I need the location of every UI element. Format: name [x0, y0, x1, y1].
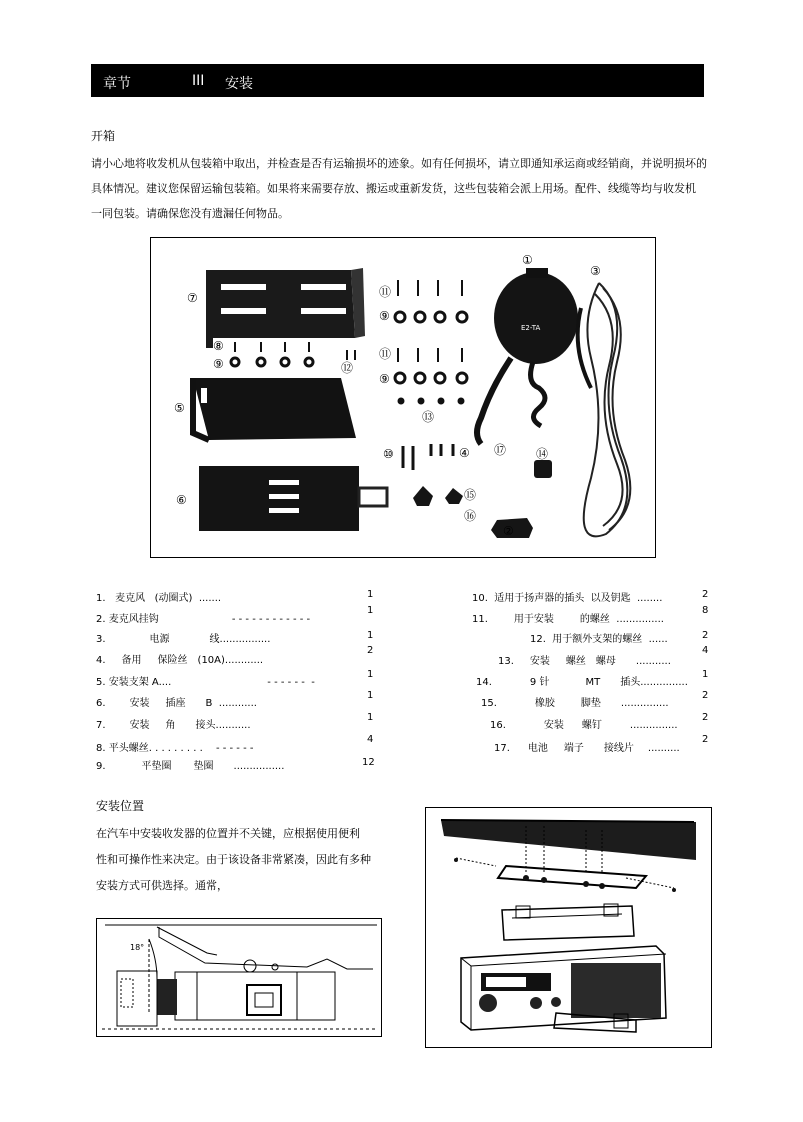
label-12: ⑫ [341, 361, 354, 375]
chapter-header-bar [91, 64, 704, 97]
label-1: ① [522, 253, 533, 267]
part-qty: 1 [702, 669, 709, 680]
part-qty: 2 [702, 630, 709, 641]
part-qty: 12 [362, 757, 375, 768]
chapter-title: 安装 [225, 76, 253, 92]
label-3: ③ [590, 264, 601, 278]
angle-label: 18° [130, 943, 145, 952]
part-item: 10. 适用于扬声器的插头 以及钥匙 ........ [472, 593, 663, 604]
label-10: ⑩ [383, 447, 394, 461]
side-mount-illustration [97, 919, 381, 1036]
part-qty: 2 [702, 712, 709, 723]
unpacking-line: 一同包装。请确保您没有遗漏任何物品。 [91, 207, 289, 220]
location-paragraph [96, 821, 396, 899]
part-item: 4. 备用 保险丝 (10A)............ [96, 655, 264, 666]
part-qty: 1 [367, 589, 374, 600]
microphone-1-drawing [477, 268, 578, 444]
location-line: 在汽车中安装收发器的位置并不关键，应根据使用便利 [96, 827, 360, 840]
part-qty: 2 [367, 645, 374, 656]
bracket-5-drawing [193, 378, 356, 440]
part-qty: 1 [367, 630, 374, 641]
unpacking-line: 具体情况。建议您保留运输包装箱。如果将来需要存放、搬运或重新发货，这些包装箱会派上用场。配件、线缆等均与收发机 [91, 182, 696, 195]
part-item: 13. 安装 螺丝 螺母 ........... [498, 656, 671, 667]
part-qty: 2 [702, 589, 709, 600]
part-qty: 1 [367, 712, 374, 723]
chapter-label: 章节 [103, 76, 131, 92]
parts-illustration [151, 238, 655, 557]
label-16: ⑯ [464, 509, 477, 523]
part-qty: 4 [367, 734, 374, 745]
part-item: 14. 9 针 MT 插头............... [476, 677, 688, 688]
label-9a: ⑨ [379, 309, 390, 323]
label-15: ⑮ [464, 488, 477, 502]
part-item: 16. 安装 螺钉 ............... [490, 720, 678, 731]
location-line: 安装方式可供选择。通常， [96, 879, 228, 892]
label-9b: ⑨ [213, 357, 224, 371]
unpacking-title: 开箱 [91, 129, 116, 143]
parts-figure [150, 237, 656, 558]
part-qty: 1 [367, 669, 374, 680]
part-item: 6. 安装 插座 B ............ [96, 698, 257, 709]
under-dash-illustration [426, 808, 711, 1047]
label-6: ⑥ [176, 493, 187, 507]
part-item: 2. 麦克风挂钩 - - - - - - - - - - - - [96, 614, 311, 625]
part-item: 9. 平垫圈 垫圈 ................ [96, 761, 285, 772]
label-4: ④ [459, 446, 470, 460]
label-17: ⑰ [494, 443, 507, 457]
bracket-7-drawing [206, 268, 365, 348]
side-mount-figure [96, 918, 382, 1037]
label-14: ⑭ [536, 447, 549, 461]
part-item: 8. 平头螺丝. . . . . . . . . - - - - - - [96, 743, 254, 754]
mic-model-text: E2-TA [521, 324, 541, 332]
label-13: ⑬ [422, 410, 435, 424]
part-item: 3. 电源 线................ [96, 634, 271, 645]
part-qty: 1 [367, 690, 374, 701]
label-11b: ⑪ [379, 347, 392, 361]
part-item: 7. 安装 角 接头........... [96, 720, 251, 731]
label-11a: ⑪ [379, 285, 392, 299]
power-cable-3-drawing [578, 283, 631, 536]
label-9c: ⑨ [379, 372, 390, 386]
label-7: ⑦ [187, 291, 198, 305]
part-item: 15. 橡胶 脚垫 ............... [481, 698, 669, 709]
label-2: ② [503, 524, 514, 538]
location-line: 性和可操作性来决定。由于该设备非常紧凑，因此有多种 [96, 853, 371, 866]
part-qty: 2 [702, 690, 709, 701]
part-item: 11. 用于安装 的螺丝 ............... [472, 614, 664, 625]
label-8: ⑧ [213, 339, 224, 353]
label-5: ⑤ [174, 401, 185, 415]
part-item: 12. 用于额外支架的螺丝 ...... [530, 634, 668, 645]
chapter-numeral: III [192, 73, 205, 89]
sleeve-6-drawing [199, 466, 387, 531]
unpacking-paragraph [91, 151, 711, 226]
under-dash-mount-figure [425, 807, 712, 1048]
part-item: 5. 安装支架 A.... - - - - - - - [96, 677, 315, 688]
part-qty: 8 [702, 605, 709, 616]
unpacking-line: 请小心地将收发机从包装箱中取出，并检查是否有运输损坏的迹象。如有任何损坏，请立即通知承运商或经销商，并说明损坏的 [91, 157, 707, 170]
location-title: 安装位置 [96, 799, 145, 813]
feet-drawing [413, 460, 552, 538]
part-qty: 4 [702, 645, 709, 656]
part-qty: 2 [702, 734, 709, 745]
part-item: 1. 麦克风 (动圈式) ....... [96, 593, 222, 604]
part-item: 17. 电池 端子 接线片 .......... [494, 743, 680, 754]
part-qty: 1 [367, 605, 374, 616]
